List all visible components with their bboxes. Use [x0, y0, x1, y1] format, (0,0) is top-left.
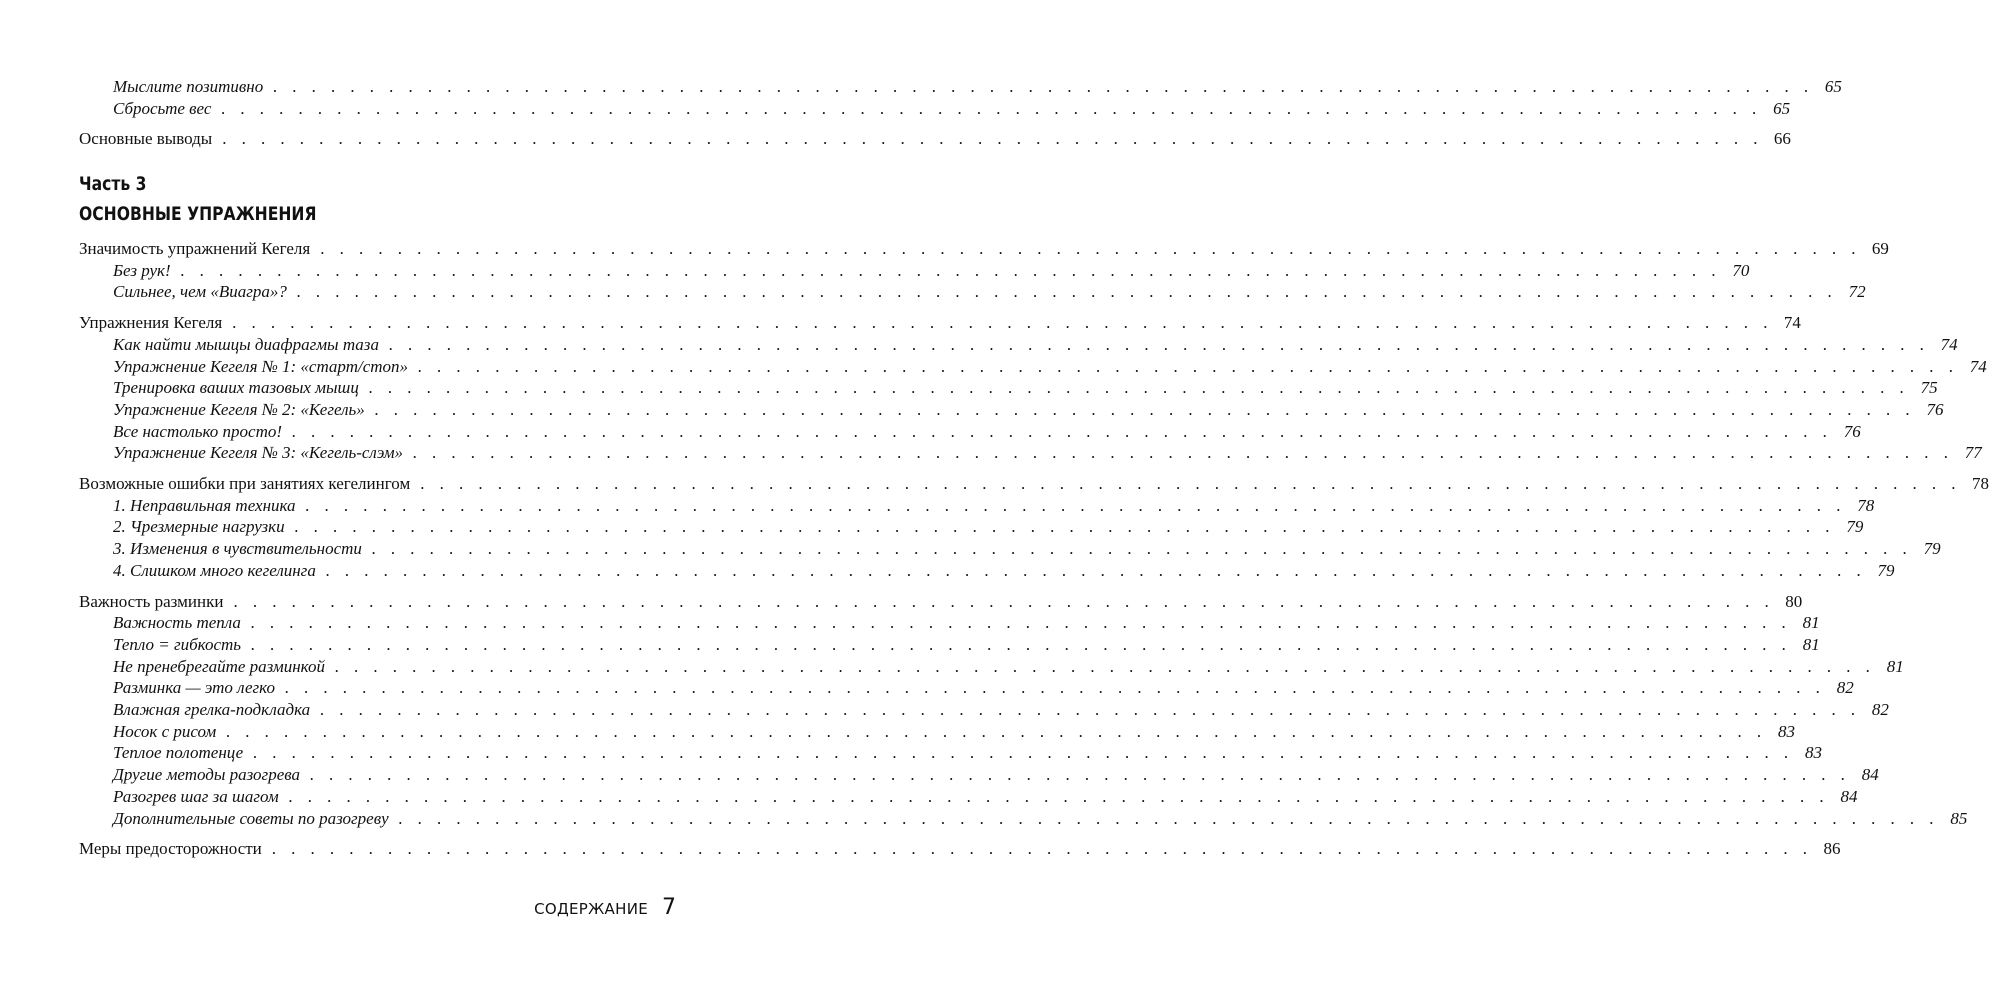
- toc-page-number: 83: [1804, 743, 1822, 763]
- toc-entry-title: Влажная грелка-подкладка: [113, 700, 311, 719]
- toc-subsection-entry: [113, 656, 1904, 678]
- toc-subsection-entry: [113, 808, 1968, 830]
- toc-entry-title: Сильнее, чем «Виагра»?: [113, 282, 287, 302]
- toc-subsection-entry: [113, 677, 1854, 699]
- toc-section-entry: [79, 838, 1841, 860]
- dot-leader: . . . . . . . . . . . . . . . . . . . . . . . . . . . . . . . . . . . . . . . . . . . . . . . . . . . . . . . . . . . . . . . . . . . . . . . . . . . . . . . .: [310, 765, 1851, 785]
- toc-page-number: 81: [1886, 656, 1904, 676]
- toc-subsection-entry: [113, 334, 1958, 356]
- toc-subsection-entry: [113, 442, 1982, 464]
- dot-leader: . . . . . . . . . . . . . . . . . . . . . . . . . . . . . . . . . . . . . . . . . . . . . . . . . . . . . . . . . . . . . . . . . . . . . . . . . . . . . . . .: [180, 260, 1722, 280]
- toc-subsection-entry: [113, 786, 1858, 808]
- dot-leader: . . . . . . . . . . . . . . . . . . . . . . . . . . . . . . . . . . . . . . . . . . . . . . . . . . . . . . . . . . . . . . . . . . . . . . . . . . . . . . . .: [296, 282, 1838, 302]
- toc-entry-title: Разогрев шаг за шагом: [113, 786, 279, 806]
- toc-entry-title: Теплое полотенце: [113, 743, 244, 763]
- toc-page-number: 79: [1877, 560, 1895, 580]
- toc-subsection-entry: [113, 560, 1895, 582]
- toc-subsection-entry: [113, 721, 1795, 743]
- dot-leader: . . . . . . . . . . . . . . . . . . . . . . . . . . . . . . . . . . . . . . . . . . . . . . . . . . . . . . . . . . . . . . . . . . . . . . . . . . . . . . . .: [292, 421, 1833, 441]
- toc-page-number: 74: [1969, 356, 1987, 376]
- toc-subsection-entry: [113, 742, 1822, 764]
- toc-page-number: 65: [1824, 77, 1842, 96]
- dot-leader: . . . . . . . . . . . . . . . . . . . . . . . . . . . . . . . . . . . . . . . . . . . . . . . . . . . . . . . . . . . . . . . . . . . . . . . . . . . . . . . .: [285, 678, 1826, 698]
- running-footer-label: СОДЕРЖАНИЕ: [534, 900, 648, 918]
- toc-page-number: 70: [1732, 260, 1750, 280]
- toc-entry-title: Упражнение Кегеля № 3: «Кегель-слэм»: [113, 443, 404, 463]
- toc-entry-title: 3. Изменения в чувствительности: [113, 539, 362, 559]
- toc-page-number: 82: [1836, 678, 1854, 698]
- dot-leader: . . . . . . . . . . . . . . . . . . . . . . . . . . . . . . . . . . . . . . . . . . . . . . . . . . . . . . . . . . . . . . . . . . . . . . . . . . . . . . . .: [250, 613, 1792, 633]
- toc-section-entry: [79, 128, 1791, 150]
- dot-leader: . . . . . . . . . . . . . . . . . . . . . . . . . . . . . . . . . . . . . . . . . . . . . . . . . . . . . . . . . . . . . . . . . . . . . . . . . . . . . . . .: [325, 560, 1867, 580]
- toc-subsection-entry: [113, 538, 1941, 560]
- toc-entry-title: Значимость упражнений Кегеля: [79, 239, 311, 258]
- toc-subsection-entry: [113, 634, 1820, 656]
- toc-page-number: 84: [1840, 786, 1858, 806]
- toc-entry-title: Все настолько просто!: [113, 421, 283, 441]
- toc-page-number: 83: [1777, 721, 1795, 741]
- toc-entry-title: Дополнительные советы по разогреву: [113, 808, 389, 828]
- dot-leader: . . . . . . . . . . . . . . . . . . . . . . . . . . . . . . . . . . . . . . . . . . . . . . . . . . . . . . . . . . . . . . . . . . . . . . . . . . . . . . . .: [294, 517, 1836, 537]
- toc-page-number: 81: [1802, 613, 1820, 633]
- toc-subsection-entry: [113, 356, 1987, 378]
- dot-leader: . . . . . . . . . . . . . . . . . . . . . . . . . . . . . . . . . . . . . . . . . . . . . . . . . . . . . . . . . . . . . . . . . . . . . . . . . . . . . . . .: [420, 474, 1961, 493]
- toc-entry-title: Упражнение Кегеля № 2: «Кегель»: [113, 399, 365, 419]
- toc-entry-title: Важность тепла: [113, 613, 241, 633]
- dot-leader: . . . . . . . . . . . . . . . . . . . . . . . . . . . . . . . . . . . . . . . . . . . . . . . . . . . . . . . . . . . . . . . . . . . . . . . . . . . . . . . .: [232, 313, 1773, 333]
- toc-page-number: 76: [1926, 399, 1944, 419]
- toc-entry-title: Как найти мышцы диафрагмы таза: [113, 334, 379, 354]
- toc-page-number: 82: [1871, 700, 1889, 719]
- toc-entry-title: Основные выводы: [79, 129, 213, 149]
- toc-page-number: 69: [1871, 239, 1889, 258]
- toc-entry-title: Носок с рисом: [113, 721, 217, 741]
- part-title: ОСНОВНЫЕ УПРАЖНЕНИЯ: [79, 203, 317, 225]
- toc-subsection-entry: [113, 699, 1889, 721]
- dot-leader: . . . . . . . . . . . . . . . . . . . . . . . . . . . . . . . . . . . . . . . . . . . . . . . . . . . . . . . . . . . . . . . . . . . . . . . . . . . . . . . .: [320, 700, 1861, 719]
- dot-leader: . . . . . . . . . . . . . . . . . . . . . . . . . . . . . . . . . . . . . . . . . . . . . . . . . . . . . . . . . . . . . . . . . . . . . . . . . . . . . . . .: [271, 839, 1813, 859]
- toc-entry-title: Тепло = гибкость: [113, 634, 242, 654]
- toc-subsection-entry: [113, 516, 1864, 538]
- toc-section-entry: [79, 312, 1801, 334]
- toc-subsection-entry: [113, 399, 1944, 421]
- toc-subsection-entry: [113, 764, 1879, 786]
- dot-leader: . . . . . . . . . . . . . . . . . . . . . . . . . . . . . . . . . . . . . . . . . . . . . . . . . . . . . . . . . . . . . . . . . . . . . . . . . . . . . . . .: [334, 656, 1876, 676]
- toc-entry-title: Упражнения Кегеля: [79, 313, 223, 333]
- toc-entry-title: 2. Чрезмерные нагрузки: [113, 517, 285, 537]
- toc-entry-title: Важность разминки: [79, 591, 224, 611]
- dot-leader: . . . . . . . . . . . . . . . . . . . . . . . . . . . . . . . . . . . . . . . . . . . . . . . . . . . . . . . . . . . . . . . . . . . . . . . . . . . . . . . .: [368, 378, 1910, 398]
- toc-page-number: 65: [1773, 98, 1791, 118]
- toc-page-number: 78: [1971, 474, 1989, 493]
- dot-leader: . . . . . . . . . . . . . . . . . . . . . . . . . . . . . . . . . . . . . . . . . . . . . . . . . . . . . . . . . . . . . . . . . . . . . . . . . . . . . . . .: [226, 721, 1767, 741]
- dot-leader: . . . . . . . . . . . . . . . . . . . . . . . . . . . . . . . . . . . . . . . . . . . . . . . . . . . . . . . . . . . . . . . . . . . . . . . . . . . . . . . .: [374, 399, 1916, 419]
- toc-page-number: 86: [1823, 839, 1841, 859]
- dot-leader: . . . . . . . . . . . . . . . . . . . . . . . . . . . . . . . . . . . . . . . . . . . . . . . . . . . . . . . . . . . . . . . . . . . . . . . . . . . . . . . .: [222, 129, 1763, 149]
- toc-page-number: 74: [1783, 313, 1801, 333]
- toc-section-entry: [79, 473, 1989, 495]
- toc-page-number: 81: [1802, 634, 1820, 654]
- toc-entry-title: 1. Неправильная техника: [113, 495, 296, 515]
- toc-page-number: 80: [1785, 591, 1803, 611]
- toc-entry-title: Не пренебрегайте разминкой: [113, 656, 325, 676]
- dot-leader: . . . . . . . . . . . . . . . . . . . . . . . . . . . . . . . . . . . . . . . . . . . . . . . . . . . . . . . . . . . . . . . . . . . . . . . . . . . . . . . .: [221, 98, 1763, 118]
- toc-page-number: 75: [1920, 378, 1938, 398]
- dot-leader: . . . . . . . . . . . . . . . . . . . . . . . . . . . . . . . . . . . . . . . . . . . . . . . . . . . . . . . . . . . . . . . . . . . . . . . . . . . . . . . .: [288, 786, 1830, 806]
- page-number: 7: [662, 895, 676, 920]
- toc-subsection-entry: [113, 495, 1875, 517]
- toc-entry-title: Другие методы разогрева: [113, 765, 300, 785]
- dot-leader: . . . . . . . . . . . . . . . . . . . . . . . . . . . . . . . . . . . . . . . . . . . . . . . . . . . . . . . . . . . . . . . . . . . . . . . . . . . . . . . .: [305, 495, 1847, 515]
- page-footer: [534, 895, 676, 920]
- toc-entry-title: Упражнение Кегеля № 1: «старт/стоп»: [113, 356, 409, 376]
- toc-entry-title: Меры предосторожности: [79, 839, 262, 859]
- toc-subsection-entry: [113, 260, 1750, 282]
- dot-leader: . . . . . . . . . . . . . . . . . . . . . . . . . . . . . . . . . . . . . . . . . . . . . . . . . . . . . . . . . . . . . . . . . . . . . . . . . . . . . . . .: [388, 334, 1930, 354]
- toc-page-number: 74: [1940, 334, 1958, 354]
- toc-subsection-entry: [113, 612, 1820, 634]
- dot-leader: . . . . . . . . . . . . . . . . . . . . . . . . . . . . . . . . . . . . . . . . . . . . . . . . . . . . . . . . . . . . . . . . . . . . . . . . . . . . . . . .: [320, 239, 1861, 258]
- toc-section-entry: [79, 238, 1889, 260]
- part-label: Часть 3: [79, 173, 147, 195]
- toc-entry-title: Разминка — это легко: [113, 678, 275, 698]
- toc-page-number: 72: [1848, 282, 1866, 302]
- toc-page-number: 76: [1843, 421, 1861, 441]
- dot-leader: . . . . . . . . . . . . . . . . . . . . . . . . . . . . . . . . . . . . . . . . . . . . . . . . . . . . . . . . . . . . . . . . . . . . . . . . . . . . . . . .: [371, 539, 1913, 559]
- dot-leader: . . . . . . . . . . . . . . . . . . . . . . . . . . . . . . . . . . . . . . . . . . . . . . . . . . . . . . . . . . . . . . . . . . . . . . . . . . . . . . . .: [413, 443, 1954, 463]
- dot-leader: . . . . . . . . . . . . . . . . . . . . . . . . . . . . . . . . . . . . . . . . . . . . . . . . . . . . . . . . . . . . . . . . . . . . . . . . . . . . . . . .: [418, 356, 1959, 376]
- dot-leader: . . . . . . . . . . . . . . . . . . . . . . . . . . . . . . . . . . . . . . . . . . . . . . . . . . . . . . . . . . . . . . . . . . . . . . . . . . . . . . . .: [251, 634, 1792, 654]
- toc-subsection-entry: [113, 76, 1842, 98]
- dot-leader: . . . . . . . . . . . . . . . . . . . . . . . . . . . . . . . . . . . . . . . . . . . . . . . . . . . . . . . . . . . . . . . . . . . . . . . . . . . . . . . .: [233, 591, 1775, 611]
- toc-subsection-entry: [113, 421, 1861, 443]
- toc-page-number: 77: [1964, 443, 1982, 463]
- toc-subsection-entry: [113, 377, 1938, 399]
- toc-page-number: 66: [1773, 129, 1791, 149]
- toc-page-number: 78: [1857, 495, 1875, 515]
- dot-leader: . . . . . . . . . . . . . . . . . . . . . . . . . . . . . . . . . . . . . . . . . . . . . . . . . . . . . . . . . . . . . . . . . . . . . . . . . . . . . . . .: [273, 77, 1814, 96]
- toc-entry-title: Сбросьте вес: [113, 98, 212, 118]
- toc-subsection-entry: [113, 281, 1866, 303]
- toc-entry-title: Тренировка ваших тазовых мышц: [113, 378, 359, 398]
- toc-entry-title: Без рук!: [113, 260, 171, 280]
- dot-leader: . . . . . . . . . . . . . . . . . . . . . . . . . . . . . . . . . . . . . . . . . . . . . . . . . . . . . . . . . . . . . . . . . . . . . . . . . . . . . . . .: [253, 743, 1794, 763]
- toc-entry-title: Возможные ошибки при занятиях кегелингом: [79, 474, 411, 493]
- toc-entry-title: Мыслите позитивно: [113, 77, 264, 96]
- toc-entry-title: 4. Слишком много кегелинга: [113, 560, 316, 580]
- toc-page-number: 85: [1950, 808, 1968, 828]
- toc-section-entry: [79, 591, 1803, 613]
- dot-leader: . . . . . . . . . . . . . . . . . . . . . . . . . . . . . . . . . . . . . . . . . . . . . . . . . . . . . . . . . . . . . . . . . . . . . . . . . . . . . . . .: [398, 808, 1940, 828]
- toc-subsection-entry: [113, 98, 1791, 120]
- toc-page-number: 79: [1923, 539, 1941, 559]
- toc-page-number: 79: [1846, 517, 1864, 537]
- toc-page-number: 84: [1861, 765, 1879, 785]
